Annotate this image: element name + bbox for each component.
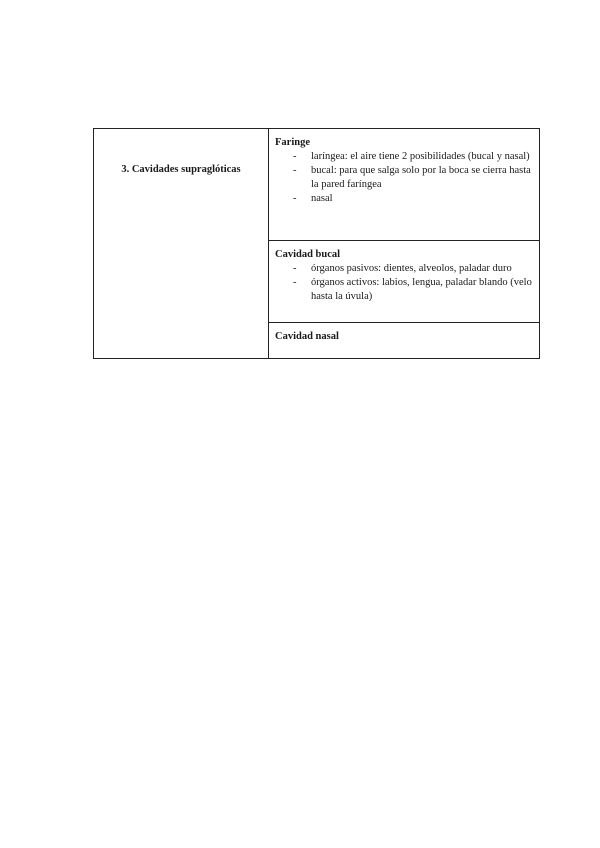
list-item-text: órganos pasivos: dientes, alveolos, paladar duro (311, 263, 512, 274)
list-item (275, 150, 533, 164)
list-item-text: nasal (311, 193, 333, 204)
cavidad-bucal-list (275, 262, 533, 304)
list-item (275, 164, 533, 192)
dash-bullet: - (293, 277, 297, 288)
cavidad-nasal-section (269, 322, 539, 358)
table-right-column (269, 129, 539, 358)
cavidad-bucal-section (269, 240, 539, 322)
dash-bullet: - (293, 165, 297, 176)
faringe-title: Faringe (275, 137, 310, 148)
list-item-text: órganos activos: labios, lengua, paladar blando (velo hasta la úvula) (311, 277, 532, 302)
faringe-list (275, 150, 533, 206)
dash-bullet: - (293, 151, 297, 162)
list-item (275, 192, 533, 206)
faringe-section (269, 129, 539, 240)
dash-bullet: - (293, 263, 297, 274)
cavidad-bucal-title: Cavidad bucal (275, 249, 341, 260)
supraglottic-cavities-table (93, 128, 540, 359)
list-item (275, 276, 533, 304)
list-item-text: laríngea: el aire tiene 2 posibilidades (bucal y nasal) (311, 151, 530, 162)
table-left-cell (94, 129, 269, 358)
dash-bullet: - (293, 193, 297, 204)
cavidad-nasal-title: Cavidad nasal (275, 331, 339, 342)
list-item (275, 262, 533, 276)
list-item-text: bucal: para que salga solo por la boca se cierra hasta la pared faríngea (311, 165, 531, 190)
section-heading: 3. Cavidades supraglóticas (121, 164, 241, 175)
